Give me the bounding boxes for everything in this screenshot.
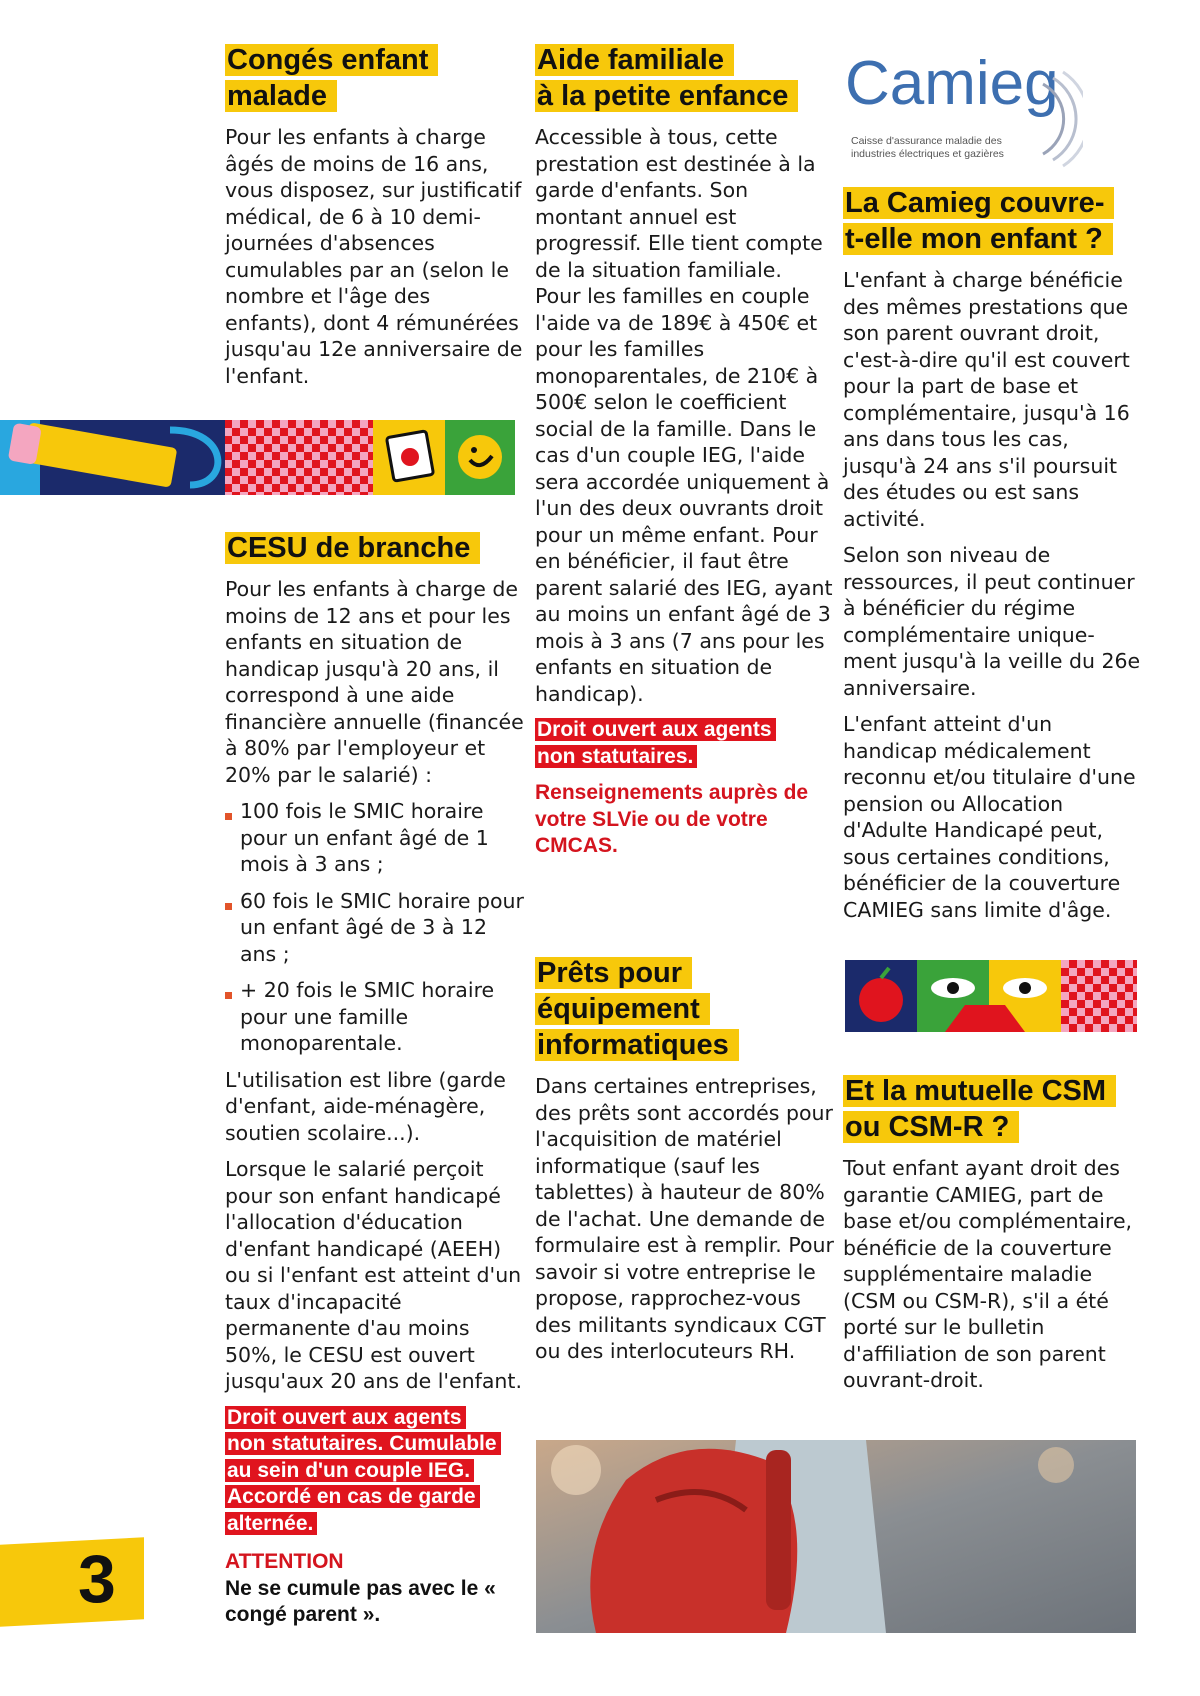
cesu-section	[225, 530, 525, 1629]
page-number: 3	[78, 1541, 116, 1617]
cesu-title: CESU de branche	[225, 530, 525, 566]
list-item: 100 fois le SMIC horaire pour un enfant âgé de 1 mois à 3 ans ;	[225, 798, 525, 878]
cesu-bullets	[225, 798, 525, 1057]
conges-title-line2: malade	[225, 80, 337, 112]
aide-red-text: Renseignements auprès de votre SLVie ou de votre CMCAS.	[535, 781, 809, 857]
camieg-p2: Selon son niveau de ressources, il peut continuer à bénéficier du régime complémentaire unique-ment jusqu'à la veille du 26e anniversaire.	[843, 543, 1141, 700]
attention-label: ATTENTION	[225, 1550, 344, 1573]
column-left	[225, 42, 525, 399]
child-backpack-photo	[536, 1440, 1136, 1633]
smiley-icon	[458, 435, 502, 479]
cesu-red-box: Droit ouvert aux agents non statutaires. Cumulable au sein d'un couple IEG. Accordé en cas de garde alternée.	[225, 1405, 505, 1538]
sticky-note-icon	[386, 431, 433, 481]
camieg-logo	[843, 44, 1143, 178]
list-item: + 20 fois le SMIC horaire pour une famille monoparentale.	[225, 977, 525, 1057]
attention-text: Ne se cumule pas avec le « congé parent ».	[225, 1576, 496, 1626]
mutuelle-title: Et la mutuelle CSM ou CSM-R ?	[843, 1073, 1143, 1145]
logo-wordmark: Camieg	[845, 49, 1059, 118]
cesu-p2: L'utilisation est libre (garde d'enfant, aide-ménagère, soutien scolaire...).	[225, 1067, 506, 1145]
page-number-background	[0, 1537, 144, 1627]
camieg-p3: L'enfant atteint d'un handicap médicalement reconnu et/ou titulaire d'une pension ou Allocation d'Adulte Handicapé peut, sous certaines conditions, bénéficier de la couverture CAMIEG sans limite d'âge.	[843, 712, 1136, 922]
aide-p1: Accessible à tous, cette prestation est destinée à la garde d'enfants. Son montant annuel est progressif. Elle tient compte de la situation familiale.	[535, 125, 823, 282]
column-middle	[535, 42, 835, 860]
cesu-p3: Lorsque le salarié perçoit pour son enfant handicapé l'allocation d'éducation d'enfant handicapé (AEEH) ou si l'enfant est atteint d'un taux d'incapacité permanente d'au moins 50%, le CESU est ouvert jusqu'aux 20 ans de l'enfant.	[225, 1157, 522, 1393]
conges-title	[225, 42, 525, 114]
camieg-logo-graphic	[843, 44, 1083, 174]
list-item: 60 fois le SMIC horaire pour un enfant âgé de 3 à 12 ans ;	[225, 888, 525, 968]
camieg-p1: L'enfant à charge bénéficie des mêmes prestations que son parent ouvrant droit, c'est-à-dire qu'il est couvert pour la part de base et complémentaire, jusqu'à 16 ans dans tous les cas, jusqu'à 24 ans s'il poursuit des études ou est sans activité.	[843, 268, 1130, 531]
logo-subtitle-1: Caisse d'assurance maladie des	[851, 135, 1002, 147]
cesu-intro: Pour les enfants à charge de moins de 12 ans et pour les enfants en situation de handicap jusqu'à 20 ans, il correspond à une aide financière annuelle (financée à 80% par l'employeur et 20% par le salarié) :	[225, 577, 524, 787]
prets-text: Dans certaines entreprises, des prêts sont accordés pour l'acquisition de matériel informatique (sauf les tablettes) à hauteur de 80% de l'achat. Une demande de formulaire est à remplir. Pour savoir si votre entreprise le propose, rapprochez-vous des militants syndicaux CGT ou des interlocuteurs RH.	[535, 1074, 834, 1363]
prets-title: Prêts pour équipement informatiques	[535, 955, 835, 1063]
aide-p2: Pour les familles en couple l'aide va de 189€ à 450€ et pour les familles monoparentales, de 210€ à 500€ selon le coefficient social de la famille. Dans le cas d'un couple IEG, l'aide sera accordée uniquement à l'un des deux ouvrants droit pour un même enfant. Pour en bénéficier, il faut être parent salarié des IEG, ayant au moins un enfant âgé de 3 mois à 3 ans (7 ans pour les enfants en situation de handicap).	[535, 284, 833, 706]
decorative-banner-2	[845, 960, 1137, 1032]
aide-red-box: Droit ouvert aux agents non statutaires.	[535, 717, 815, 770]
logo-subtitle-2: industries électriques et gazières	[851, 148, 1004, 160]
mutuelle-text: Tout enfant ayant droit des garantie CAMIEG, part de base et/ou complémentaire, bénéficie de la couverture supplémentaire maladie (CSM ou CSM-R), s'il a été porté sur le bulletin d'affiliation de son parent ouvrant-droit.	[843, 1156, 1133, 1392]
conges-title-line1: Congés enfant	[225, 44, 438, 76]
conges-text: Pour les enfants à charge âgés de moins de 16 ans, vous disposez, sur justificatif médical, de 6 à 10 demi-journées d'absences cumulables par an (selon le nombre et l'âge des enfants), dont 4 rémunérées jusqu'au 12e anniversaire de l'enfant.	[225, 125, 523, 388]
mutuelle-section	[843, 1073, 1143, 1404]
prets-section	[535, 955, 835, 1375]
aide-title: Aide familiale à la petite enfance	[535, 42, 835, 114]
decorative-banner-1	[0, 420, 515, 495]
camieg-title: La Camieg couvre- t-elle mon enfant ?	[843, 185, 1143, 257]
camieg-section	[843, 185, 1143, 933]
